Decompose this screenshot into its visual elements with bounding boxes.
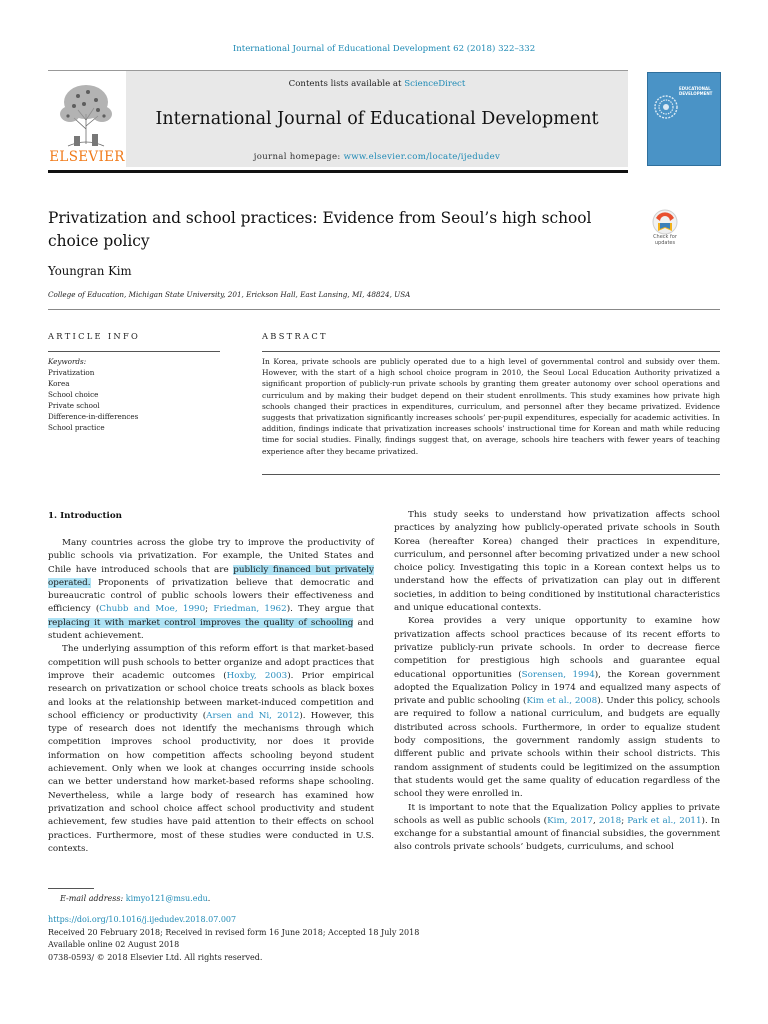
email-label: E-mail address: <box>60 894 126 903</box>
paragraph: The underlying assumption of this reform effort is that market-based competition will push schools to better organize and adopt practices that improve their academic outcomes (Hoxby, 2003). Prior empirical research on privatization or school choice treats schools as black boxes and looks at the relationship between market-induced competition and school efficiency or productivity (Arsen and Ni, 2012). However, this type of research does not identify the mechanisms through which competition improves school productivity, nor does it provide information on how competition affects schooling beyond student achievement. Only when we look at changes occurring inside schools can we better understand how market-based reforms shape schooling. Nevertheless, while a large body of research has examined how privatization and school choice affect school productivity and student achievement, few studies have paid attention to their effects on school practices. Furthermore, most of these studies were conducted in U.S. contexts. <box>48 644 375 854</box>
copyright-line: 0738-0593/ © 2018 Elsevier Ltd. All rights reserved. <box>48 953 263 962</box>
masthead-bottom-rule <box>48 170 628 173</box>
keyword-item: School practice <box>48 423 105 432</box>
abstract-rule <box>262 351 720 352</box>
abstract-heading: ABSTRACT <box>262 331 328 341</box>
paragraph: This study seeks to understand how privatization affects school practices by analyzing how publicly-operated private schools in South Korea (hereafter Korea) changed their practices in expenditure, curriculum, and personnel after becoming privatized under a new school choice policy. Investigating this topic in a Korean context helps us to understand how the effects of privatization can play out in different societies, in addition to being conditioned by institutional characteristics and unique educational contexts. <box>394 510 720 614</box>
available-online-date: Available online 02 August 2018 <box>48 940 180 949</box>
body-column-right <box>394 509 720 855</box>
check-for-updates-label: Check for updates <box>653 234 677 246</box>
homepage-link[interactable]: www.elsevier.com/locate/ijedudev <box>343 152 501 162</box>
sciencedirect-link[interactable]: ScienceDirect <box>404 79 466 89</box>
cover-graphic-icon <box>654 95 678 119</box>
contents-available-line <box>126 79 628 89</box>
paragraph: Many countries across the globe try to improve the productivity of public schools via privatization. For example, the United States and Chile have introduced schools that are publicly financed but privately operated. Proponents of privatization believe that democratic and bureaucratic control of public schools lowers their effectiveness and efficiency (Chubb and Moe, 1990; Friedman, 1962). They argue that replacing it with market control improves the quality of schooling and student achievement. <box>48 538 375 642</box>
article-info-heading: ARTICLE INFO <box>48 331 141 341</box>
publisher-wordmark: ELSEVIER <box>49 149 125 165</box>
citation-link[interactable]: Friedman, 1962 <box>213 604 287 615</box>
keywords-heading: Keywords: <box>48 357 87 366</box>
citation-link[interactable]: Kim, 2017 <box>547 815 593 826</box>
citation-link[interactable]: Sorensen, 1994 <box>521 669 595 680</box>
author-name: Youngran Kim <box>48 264 132 278</box>
section-heading-introduction: 1. Introduction <box>48 511 122 521</box>
highlight-annotation[interactable]: replacing it with market control improves the quality of schooling <box>48 617 354 628</box>
article-info-rule <box>48 351 220 352</box>
journal-cover-thumbnail[interactable] <box>647 72 721 166</box>
keyword-item: School choice <box>48 390 99 399</box>
citation-link[interactable]: Arsen and Ni, 2012 <box>206 710 300 721</box>
paragraph: Korea provides a very unique opportunity to examine how privatization affects school practices because of its recent efforts to privatize publicly-run private schools. In order to decrease fierce competition for prestigious high schools and guarantee equal educational opportunities (Sorensen, 1994), the Korean government adopted the Equalization Policy in 1974 and equalized many aspects of private and public schooling (Kim et al., 2008). Under this policy, schools are required to follow a national curriculum, and budgets are equally distributed across schools. Furthermore, in order to equalize student body compositions, the government randomly assign students to different public and private schools within their school districts. This random assignment of students could be legitimized on the assumption that students would get the same quality of education regardless of the school they were enrolled in. <box>394 616 720 800</box>
journal-citation-header[interactable]: International Journal of Educational Development 62 (2018) 322–332 <box>232 44 536 54</box>
citation-link[interactable]: Hoxby, 2003 <box>226 670 288 681</box>
journal-homepage-line <box>126 152 628 162</box>
abstract-body: In Korea, private schools are publicly operated due to a high level of governmental control and subsidy over them. However, with the start of a high school choice program in 2010, the Seoul Local Education Authority privatized a significant proportion of publicly-run private schools by granting them greater autonomy over school operations and curriculum and by making their budget depend on their student enrollments. This study examines how private high schools changed their practices in expenditures, curriculum, and personnel after they became privatized. Evidence suggests that privatization significantly increases schools’ per-pupil expenditures, especially for academic activities. In addition, findings indicate that privatization increases schools’ instructional time for Korean and math while reducing time for social studies. Finally, findings suggest that, on average, schools hire teachers with fewer years of teaching experience after they became privatized. <box>262 357 720 456</box>
contents-prefix: Contents lists available at <box>288 79 405 89</box>
author-affiliation: College of Education, Michigan State University, 201, Erickson Hall, East Lansing, MI, 48824, USA <box>48 290 411 299</box>
homepage-prefix: journal homepage: <box>253 152 344 162</box>
article-title: Privatization and school practices: Evidence from Seoul’s high school choice policy <box>48 209 592 250</box>
body-column-left <box>48 537 374 856</box>
cover-title: EDUCATIONAL DEVELOPMENT <box>679 86 713 96</box>
footnote-rule <box>48 888 94 889</box>
keyword-item: Privatization <box>48 368 95 377</box>
paragraph: It is important to note that the Equalization Policy applies to private schools as well as public schools (Kim, 2017, 2018; Park et al., 2011). In exchange for a substantial amount of financial subsidies, the government also controls private schools’ budgets, curriculums, and school <box>394 802 720 853</box>
citation-link[interactable]: Kim et al., 2008 <box>526 696 598 707</box>
check-for-updates-icon[interactable] <box>646 209 684 255</box>
citation-link[interactable]: 2018 <box>598 815 622 826</box>
abstract-bottom-rule <box>262 474 720 475</box>
doi-link[interactable]: https://doi.org/10.1016/j.ijedudev.2018.07.007 <box>48 915 237 924</box>
highlight-annotation[interactable]: publicly financed but privately operated. <box>48 564 375 588</box>
keyword-item: Difference-in-differences <box>48 412 139 421</box>
keyword-item: Private school <box>48 401 100 410</box>
email-link[interactable]: kimyo121@msu.edu <box>125 894 208 903</box>
keywords-list <box>48 367 218 433</box>
title-block-rule <box>48 309 720 310</box>
citation-link[interactable]: Chubb and Moe, 1990 <box>99 604 206 615</box>
received-dates: Received 20 February 2018; Received in revised form 16 June 2018; Accepted 18 July 2018 <box>48 928 420 937</box>
keyword-item: Korea <box>48 379 70 388</box>
journal-title: International Journal of Educational Development <box>155 109 599 129</box>
email-footnote: E-mail address: kimyo121@msu.edu. <box>60 894 211 903</box>
citation-link[interactable]: Park et al., 2011 <box>627 815 702 826</box>
